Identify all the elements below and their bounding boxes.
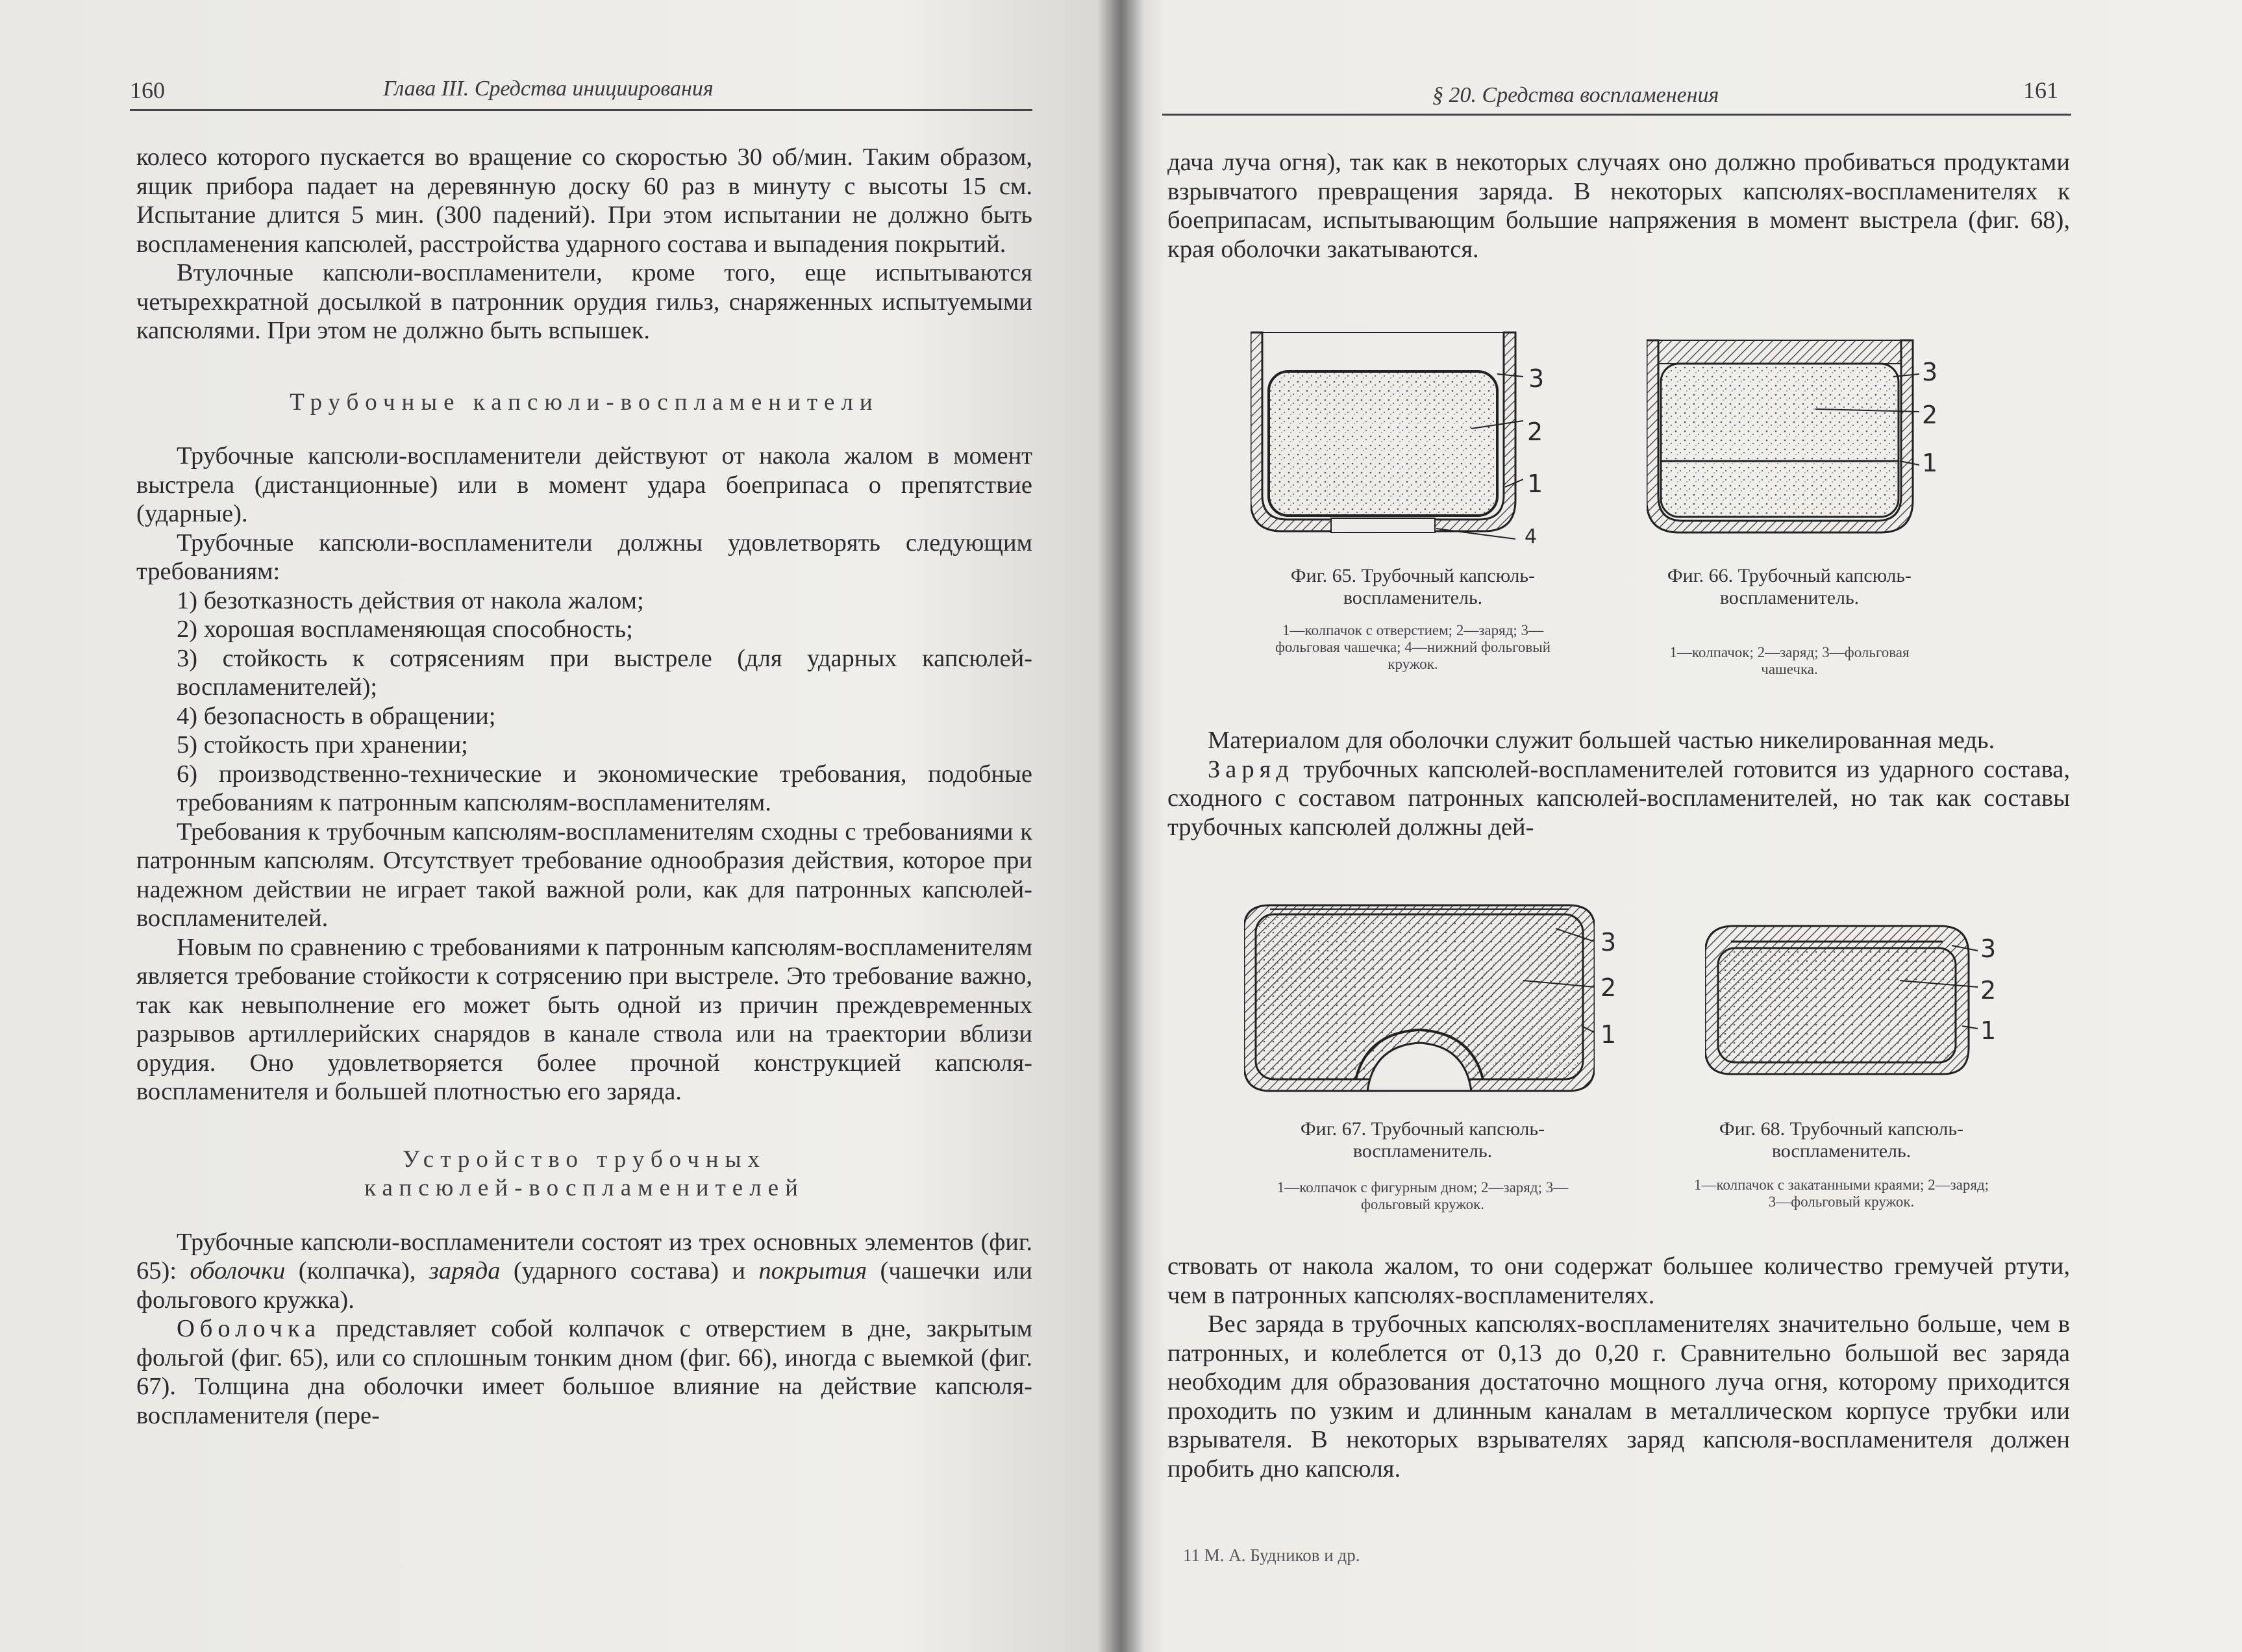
label-1: 1 <box>1980 1016 1997 1045</box>
figure-65-legend: 1—колпачок с отверстием; 2—заряд; 3—фольговая чашечка; 4—нижний фольговый кружок. <box>1275 622 1551 672</box>
label-3: 3 <box>1922 358 1938 386</box>
term: оболочки <box>190 1257 286 1284</box>
label-1: 1 <box>1527 469 1543 498</box>
label-4: 4 <box>1525 525 1538 548</box>
right-body-bottom <box>1167 1252 2070 1483</box>
figure-68-legend: 1—колпачок с закатанными краями; 2—заряд; 3—фольговый кружок. <box>1693 1177 1989 1210</box>
paragraph: Новым по сравнению с требованиями к патронным капсюлям-воспламенителям является требование стойкости к сотрясению при выстреле. Это требование важно, так как невыполнение его может быть одной из причин преждевременных разрывов артиллерийских снарядов в канале ствола или на траектории вблизи орудия. Оно удовлетворяется более прочной конструкцией капсюля-воспламенителя и большей плотностью его заряда. <box>136 933 1032 1105</box>
left-running-head: Глава III. Средства инициирования <box>383 77 714 101</box>
figure-67-caption: Фиг. 67. Трубочный капсюль-воспламенитель. <box>1300 1118 1545 1162</box>
label-1: 1 <box>1601 1020 1617 1049</box>
text-run: представляет собой колпачок с отверстием в дне, закрытым фольгой (фиг. 65), или со сплошным тонким дном (фиг. 66), иногда с выемкой (фиг. 67). Толщина дна оболочки имеет большое влияние на действие капсюля-воспламенителя (пере- <box>136 1315 1033 1429</box>
paragraph: ствовать от накола жалом, то они содержат большее количество гремучей ртути, чем в патронных капсюлях-воспламенителях. <box>1167 1253 2070 1309</box>
list-item: 3) стойкость к сотрясениям при выстреле (для ударных капсюлей-воспламенителей); <box>177 644 1032 701</box>
paragraph: Требования к трубочным капсюлям-воспламенителям сходны с требованиями к патронным капсюлям. Отсутствует требование однообразия действия, которое при надежном действии не играет такой важной роли, как для патронных капсюлей-воспламенителей. <box>136 818 1032 932</box>
section-heading: Трубочные капсюли-воспламенители <box>290 388 879 416</box>
figure-65-caption: Фиг. 65. Трубочный капсюль-воспламенитель. <box>1290 565 1536 608</box>
figure-65-labels <box>1523 364 1562 558</box>
figure-68-labels <box>1978 929 2017 1052</box>
paragraph <box>136 1228 1032 1315</box>
list-item: 5) стойкость при хранении; <box>177 731 468 758</box>
figure-66-drawing <box>1647 338 1919 539</box>
paragraph: Втулочные капсюли-воспламенители, кроме того, еще испытываются четырехкратной досылкой в патронник орудия гильз, снаряженных испытуемыми капсюлями. При этом не должно быть вспышек. <box>136 259 1032 344</box>
spaced-term: Заряд <box>1208 755 1294 783</box>
right-running-head: § 20. Средства воспламенения <box>1432 83 1719 107</box>
label-1: 1 <box>1922 449 1938 477</box>
section-heading-line2: капсюлей-воспламенителей <box>364 1175 804 1201</box>
label-2: 2 <box>1922 401 1938 429</box>
section-heading-line1: Устройство трубочных <box>403 1145 766 1173</box>
right-body-top <box>1167 148 2070 264</box>
list-item: 2) хорошая воспламеняющая способность; <box>177 616 633 643</box>
left-body-text <box>136 143 1032 1430</box>
text-run: Трубочные капсюли-воспламенители состоят из трех основных элементов (фиг. 65): <box>136 1228 1032 1284</box>
paragraph: дача луча огня), так как в некоторых случаях оно должно пробиваться продуктами взрывчатого превращения заряда. В некоторых капсюлях-воспламенителях к боеприпасам, испытывающим большие напряжения в момент выстрела (фиг. 68), края оболочки закатываются. <box>1167 149 2070 263</box>
figure-66-labels <box>1919 351 1958 481</box>
text-run: трубочных капсюлей-воспламенителей готовится из ударного состава, сходного с составом патронных капсюлей-воспламенителей, но так как составы трубочных капсюлей должны дей- <box>1167 755 2071 841</box>
label-2: 2 <box>1527 418 1543 446</box>
label-3: 3 <box>1980 934 1997 963</box>
term: заряда <box>429 1257 501 1284</box>
paragraph: Материалом для оболочки служит большей частью никелированная медь. <box>1208 727 1995 754</box>
right-page-number: 161 <box>2023 77 2058 103</box>
paragraph: Трубочные капсюли-воспламенители должны удовлетворять следующим требованиям: <box>136 529 1032 585</box>
left-page-number: 160 <box>130 77 165 103</box>
left-header-rule <box>130 109 1032 111</box>
paragraph: Вес заряда в трубочных капсюлях-воспламенителях значительно больше, чем в патронных, и колеблется от 0,13 до 0,20 г. Сравнительно большой вес заряда необходим для образования достаточно мощного луча огня, которому приходится проходить по узким и длинным каналам в металлическом корпусе трубки или взрывателя. В некоторых взрывателях заряд капсюля-воспламенителя должен пробить дно капсюля. <box>1167 1310 2070 1483</box>
paragraph <box>1167 755 2070 842</box>
text-run: (чашечки или фольгового кружка). <box>136 1257 1033 1314</box>
requirements-list <box>136 586 1032 818</box>
page-footer: 11 М. А. Будников и др. <box>1183 1546 1360 1565</box>
paragraph: колесо которого пускается во вращение со скоростью 30 об/мин. Таким образом, ящик прибора падает на деревянную доску 60 раз в минуту с высоты 15 см. Испытание длится 5 мин. (300 падений). При этом испытании не должно быть воспламенения капсюлей, расстройства ударного состава и выпадения покрытий. <box>136 144 1032 258</box>
right-page <box>1121 0 2242 1652</box>
paragraph: Трубочные капсюли-воспламенители действуют от накола жалом в момент выстрела (дистанционные) или в момент удара боеприпаса о препятствие (ударные). <box>136 442 1032 527</box>
figure-66-legend: 1—колпачок; 2—заряд; 3—фольговая чашечка. <box>1669 644 1910 677</box>
term: покрытия <box>758 1257 867 1284</box>
paragraph <box>136 1314 1032 1430</box>
text-run: (колпачка), <box>298 1257 416 1284</box>
label-3: 3 <box>1528 364 1545 393</box>
label-3: 3 <box>1601 928 1617 957</box>
figure-68-caption: Фиг. 68. Трубочный капсюль-воспламенитель. <box>1719 1118 1964 1162</box>
list-item: 1) безотказность действия от накола жалом; <box>177 586 644 614</box>
label-2: 2 <box>1601 973 1617 1002</box>
book-gutter <box>1097 0 1144 1652</box>
list-item: 4) безопасность в обращении; <box>177 702 496 730</box>
label-2: 2 <box>1980 976 1997 1005</box>
figure-66-caption: Фиг. 66. Трубочный капсюль-воспламенитель. <box>1667 565 1912 608</box>
figure-67-drawing <box>1244 903 1595 1097</box>
figure-67-labels <box>1598 922 1637 1052</box>
text-run: (ударного состава) и <box>513 1257 746 1284</box>
list-item: 6) производственно-технические и экономические требования, подобные требованиям к патронным капсюлям-воспламенителям. <box>177 760 1032 816</box>
right-header-rule <box>1162 114 2071 116</box>
spaced-term: Оболочка <box>177 1315 321 1342</box>
figure-65-drawing <box>1251 325 1523 545</box>
figure-68-drawing <box>1705 922 1978 1078</box>
figure-67-legend: 1—колпачок с фигурным дном; 2—заряд; 3—фольговый кружок. <box>1277 1179 1569 1212</box>
right-body-middle <box>1167 726 2070 842</box>
